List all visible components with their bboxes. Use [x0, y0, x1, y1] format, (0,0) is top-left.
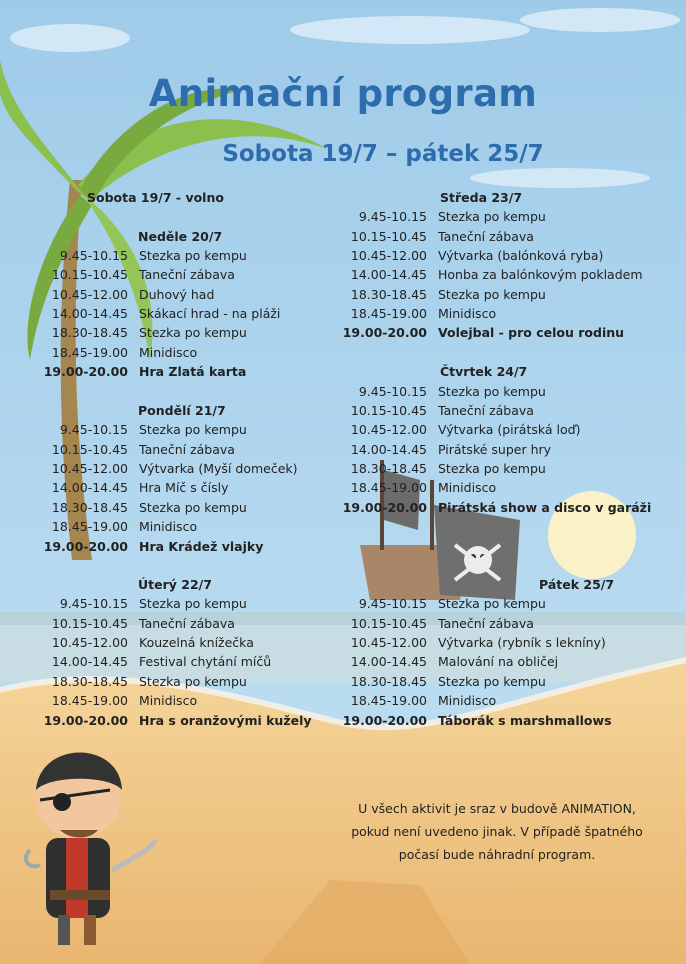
activity: Minidisco	[139, 693, 198, 708]
activity: Kouzelná knížečka	[139, 635, 254, 650]
activity: Taneční zábava	[139, 442, 235, 457]
activity: Stezka po kempu	[438, 596, 546, 611]
time-slot: 18.45-19.00	[350, 306, 427, 321]
activity: Hra Krádež vlajky	[139, 539, 264, 554]
schedule-row	[0, 614, 427, 633]
schedule-row	[0, 517, 128, 536]
time-slot: 9.45-10.15	[59, 596, 128, 611]
time-slot: 18.45-19.00	[350, 480, 427, 495]
activity: Minidisco	[438, 693, 497, 708]
activity: Minidisco	[438, 480, 497, 495]
activity: Taneční zábava	[139, 616, 235, 631]
schedule-row	[0, 440, 427, 459]
time-slot: 19.00-20.00	[43, 713, 128, 728]
activity: Stezka po kempu	[139, 596, 247, 611]
time-slot: 19.00-20.00	[342, 500, 427, 515]
schedule-row	[0, 459, 427, 478]
day-heading-utery: Úterý 22/7	[138, 577, 212, 592]
time-slot: 9.45-10.15	[358, 384, 427, 399]
time-slot: 10.45-12.00	[51, 635, 128, 650]
time-slot: 14.00-14.45	[51, 654, 128, 669]
time-slot: 14.00-14.45	[51, 480, 128, 495]
activity: Honba za balónkovým pokladem	[438, 267, 643, 282]
schedule-row	[0, 498, 427, 517]
activity: Pirátská show a disco v garáži	[438, 500, 652, 515]
time-slot: 10.15-10.45	[350, 229, 427, 244]
activity: Minidisco	[438, 306, 497, 321]
activity: Výtvarka (pirátská loď)	[438, 422, 581, 437]
time-slot: 10.15-10.45	[51, 442, 128, 457]
activity: Skákací hrad - na pláži	[139, 306, 281, 321]
schedule-row	[0, 401, 427, 420]
date-range-subtitle: Sobota 19/7 – pátek 25/7	[222, 141, 544, 167]
time-slot: 10.15-10.45	[51, 267, 128, 282]
schedule-row	[0, 246, 427, 265]
activity: Výtvarka (rybník s lekníny)	[438, 635, 606, 650]
time-slot: 18.30-18.45	[350, 461, 427, 476]
schedule-row	[0, 672, 427, 691]
time-slot: 18.45-19.00	[350, 693, 427, 708]
activity: Výtvarka (balónková ryba)	[438, 248, 604, 263]
schedule-row	[0, 633, 427, 652]
time-slot: 9.45-10.15	[59, 422, 128, 437]
schedule-row	[0, 304, 427, 323]
day-heading-streda: Středa 23/7	[440, 190, 523, 205]
time-slot: 10.15-10.45	[350, 616, 427, 631]
activity: Stezka po kempu	[438, 674, 546, 689]
schedule-row	[0, 207, 427, 226]
schedule-row	[0, 382, 427, 401]
schedule-row	[0, 323, 427, 342]
activity: Taneční zábava	[438, 403, 534, 418]
time-slot: 18.30-18.45	[51, 674, 128, 689]
time-slot: 10.45-12.00	[350, 635, 427, 650]
time-slot: 10.15-10.45	[51, 616, 128, 631]
activity: Stezka po kempu	[438, 384, 546, 399]
time-slot: 10.45-12.00	[51, 461, 128, 476]
activity: Pirátské super hry	[438, 442, 552, 457]
time-slot: 18.45-19.00	[51, 519, 128, 534]
activity: Festival chytání míčů	[139, 654, 272, 669]
activity: Taneční zábava	[438, 229, 534, 244]
activity: Stezka po kempu	[139, 325, 247, 340]
activity: Hra Zlatá karta	[139, 364, 247, 379]
schedule-row	[0, 227, 427, 246]
time-slot: 10.45-12.00	[51, 287, 128, 302]
time-slot: 10.15-10.45	[350, 403, 427, 418]
time-slot: 14.00-14.45	[350, 267, 427, 282]
schedule-row	[0, 711, 427, 730]
activity: Hra Míč s čísly	[139, 480, 229, 495]
time-slot: 18.45-19.00	[51, 693, 128, 708]
schedule-row	[0, 537, 128, 556]
time-slot: 18.30-18.45	[350, 287, 427, 302]
time-slot: 18.30-18.45	[51, 500, 128, 515]
activity: Malování na obličej	[438, 654, 559, 669]
activity: Minidisco	[139, 345, 198, 360]
schedule-row	[0, 265, 427, 284]
saturday-free-note: Sobota 19/7 - volno	[87, 190, 224, 205]
activity: Výtvarka (Myší domeček)	[139, 461, 298, 476]
activity: Stezka po kempu	[438, 287, 546, 302]
schedule-row	[0, 652, 427, 671]
schedule-row	[0, 285, 427, 304]
day-heading-pondeli: Pondělí 21/7	[138, 403, 226, 418]
time-slot: 19.00-20.00	[342, 325, 427, 340]
time-slot: 14.00-14.45	[51, 306, 128, 321]
schedule-row	[0, 478, 427, 497]
time-slot: 18.30-18.45	[350, 674, 427, 689]
time-slot: 14.00-14.45	[350, 442, 427, 457]
activity: Duhový had	[139, 287, 215, 302]
poster-title: Animační program	[148, 72, 538, 115]
activity: Stezka po kempu	[438, 461, 546, 476]
activity: Minidisco	[139, 519, 198, 534]
schedule-row	[0, 362, 128, 381]
activity: Táborák s marshmallows	[438, 713, 612, 728]
schedule-row	[0, 594, 427, 613]
activity: Stezka po kempu	[438, 209, 546, 224]
time-slot: 18.30-18.45	[51, 325, 128, 340]
day-heading-nedele: Neděle 20/7	[138, 229, 223, 244]
time-slot: 18.45-19.00	[51, 345, 128, 360]
time-slot: 9.45-10.15	[358, 209, 427, 224]
activity: Stezka po kempu	[139, 422, 247, 437]
activity: Stezka po kempu	[139, 674, 247, 689]
day-heading-ctvrtek: Čtvrtek 24/7	[440, 364, 528, 379]
activity: Taneční zábava	[438, 616, 534, 631]
activity: Volejbal - pro celou rodinu	[438, 325, 625, 340]
time-slot: 19.00-20.00	[43, 364, 128, 379]
time-slot: 19.00-20.00	[342, 713, 427, 728]
time-slot: 10.45-12.00	[350, 422, 427, 437]
time-slot: 9.45-10.15	[358, 596, 427, 611]
meeting-point-note: U všech aktivit je sraz v budově ANIMATION, pokud není uvedeno jinak. V případě špatného počasí bude náhradní program.	[351, 801, 643, 862]
schedule-row	[0, 343, 128, 362]
activity: Stezka po kempu	[139, 500, 247, 515]
schedule-row	[0, 691, 427, 710]
activity: Stezka po kempu	[139, 248, 247, 263]
time-slot: 19.00-20.00	[43, 539, 128, 554]
day-heading-patek: Pátek 25/7	[539, 577, 615, 592]
time-slot: 9.45-10.15	[59, 248, 128, 263]
activity: Hra s oranžovými kužely	[139, 713, 312, 728]
schedule-row	[0, 420, 427, 439]
time-slot: 14.00-14.45	[350, 654, 427, 669]
time-slot: 10.45-12.00	[350, 248, 427, 263]
activity: Taneční zábava	[139, 267, 235, 282]
